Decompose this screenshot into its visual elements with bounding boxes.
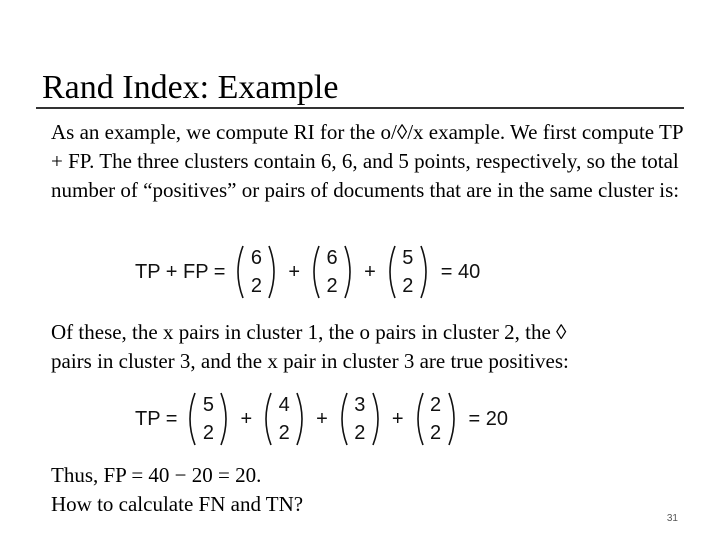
binomial-bottom: 2 bbox=[429, 422, 442, 444]
binomial-values bbox=[397, 247, 419, 297]
slide-title: Rand Index: Example bbox=[42, 69, 339, 106]
binomial-coefficient bbox=[309, 244, 355, 300]
paragraph-intro: As an example, we compute RI for the o/◊/x example. We first compute TP + FP. The three clusters contain 6, 6, and 5 points, respectively, so the total number of “positives” or pairs of documents that are in the same cluster is: bbox=[51, 120, 683, 202]
binomial-top: 4 bbox=[278, 394, 290, 416]
equation-tp bbox=[135, 391, 508, 447]
binomial-values bbox=[197, 394, 219, 444]
binomial-top: 6 bbox=[326, 247, 338, 269]
plus-sign: + bbox=[240, 407, 253, 430]
binomial-values bbox=[245, 247, 267, 297]
paragraph-true-positives-line-2: pairs in cluster 3, and the x pair in cluster 3 are true positives: bbox=[51, 349, 569, 373]
paragraph-conclusion-line-1: Thus, FP = 40 − 20 = 20. bbox=[51, 463, 262, 487]
right-paren-icon bbox=[267, 244, 279, 300]
plus-sign: + bbox=[288, 260, 301, 283]
left-paren-icon bbox=[233, 244, 245, 300]
left-paren-icon bbox=[261, 391, 273, 447]
binomial-values bbox=[273, 394, 295, 444]
left-paren-icon bbox=[309, 244, 321, 300]
binomial-top: 2 bbox=[429, 394, 442, 416]
equation-lhs: TP + FP = bbox=[135, 260, 226, 283]
page-number: 31 bbox=[666, 513, 678, 524]
paragraph-conclusion-line-2: How to calculate FN and TN? bbox=[51, 492, 304, 516]
equation-tp-fp bbox=[135, 244, 480, 300]
left-paren-icon bbox=[337, 391, 349, 447]
left-paren-icon bbox=[413, 391, 425, 447]
binomial-bottom: 2 bbox=[402, 275, 414, 297]
plus-sign: + bbox=[364, 260, 376, 283]
binomial-coefficient bbox=[337, 391, 383, 447]
binomial-coefficient bbox=[185, 391, 231, 447]
binomial-values bbox=[321, 247, 343, 297]
binomial-coefficient bbox=[261, 391, 307, 447]
binomial-top: 5 bbox=[202, 394, 214, 416]
paragraph-conclusion bbox=[51, 461, 691, 519]
binomial-bottom: 2 bbox=[354, 422, 366, 444]
equation-lhs: TP = bbox=[135, 407, 178, 430]
binomial-top: 3 bbox=[354, 394, 366, 416]
binomial-coefficient bbox=[385, 244, 431, 300]
binomial-bottom: 2 bbox=[202, 422, 214, 444]
equation-result: = 20 bbox=[468, 407, 508, 430]
paragraph-true-positives bbox=[51, 318, 691, 376]
binomial-bottom: 2 bbox=[326, 275, 338, 297]
right-paren-icon bbox=[371, 391, 383, 447]
binomial-top: 5 bbox=[402, 247, 414, 269]
right-paren-icon bbox=[295, 391, 307, 447]
binomial-values bbox=[425, 394, 447, 444]
plus-sign: + bbox=[316, 407, 328, 430]
binomial-bottom: 2 bbox=[278, 422, 290, 444]
binomial-top: 6 bbox=[250, 247, 262, 269]
binomial-bottom: 2 bbox=[250, 275, 262, 297]
binomial-coefficient bbox=[233, 244, 279, 300]
equation-result: = 40 bbox=[440, 260, 481, 283]
right-paren-icon bbox=[419, 244, 431, 300]
right-paren-icon bbox=[219, 391, 231, 447]
right-paren-icon bbox=[343, 244, 355, 300]
title-divider bbox=[36, 107, 684, 109]
plus-sign: + bbox=[391, 407, 404, 430]
binomial-values bbox=[349, 394, 371, 444]
binomial-coefficient bbox=[413, 391, 459, 447]
left-paren-icon bbox=[185, 391, 197, 447]
left-paren-icon bbox=[385, 244, 397, 300]
right-paren-icon bbox=[447, 391, 459, 447]
paragraph-true-positives-line-1: Of these, the x pairs in cluster 1, the o pairs in cluster 2, the ◊ bbox=[51, 320, 567, 344]
